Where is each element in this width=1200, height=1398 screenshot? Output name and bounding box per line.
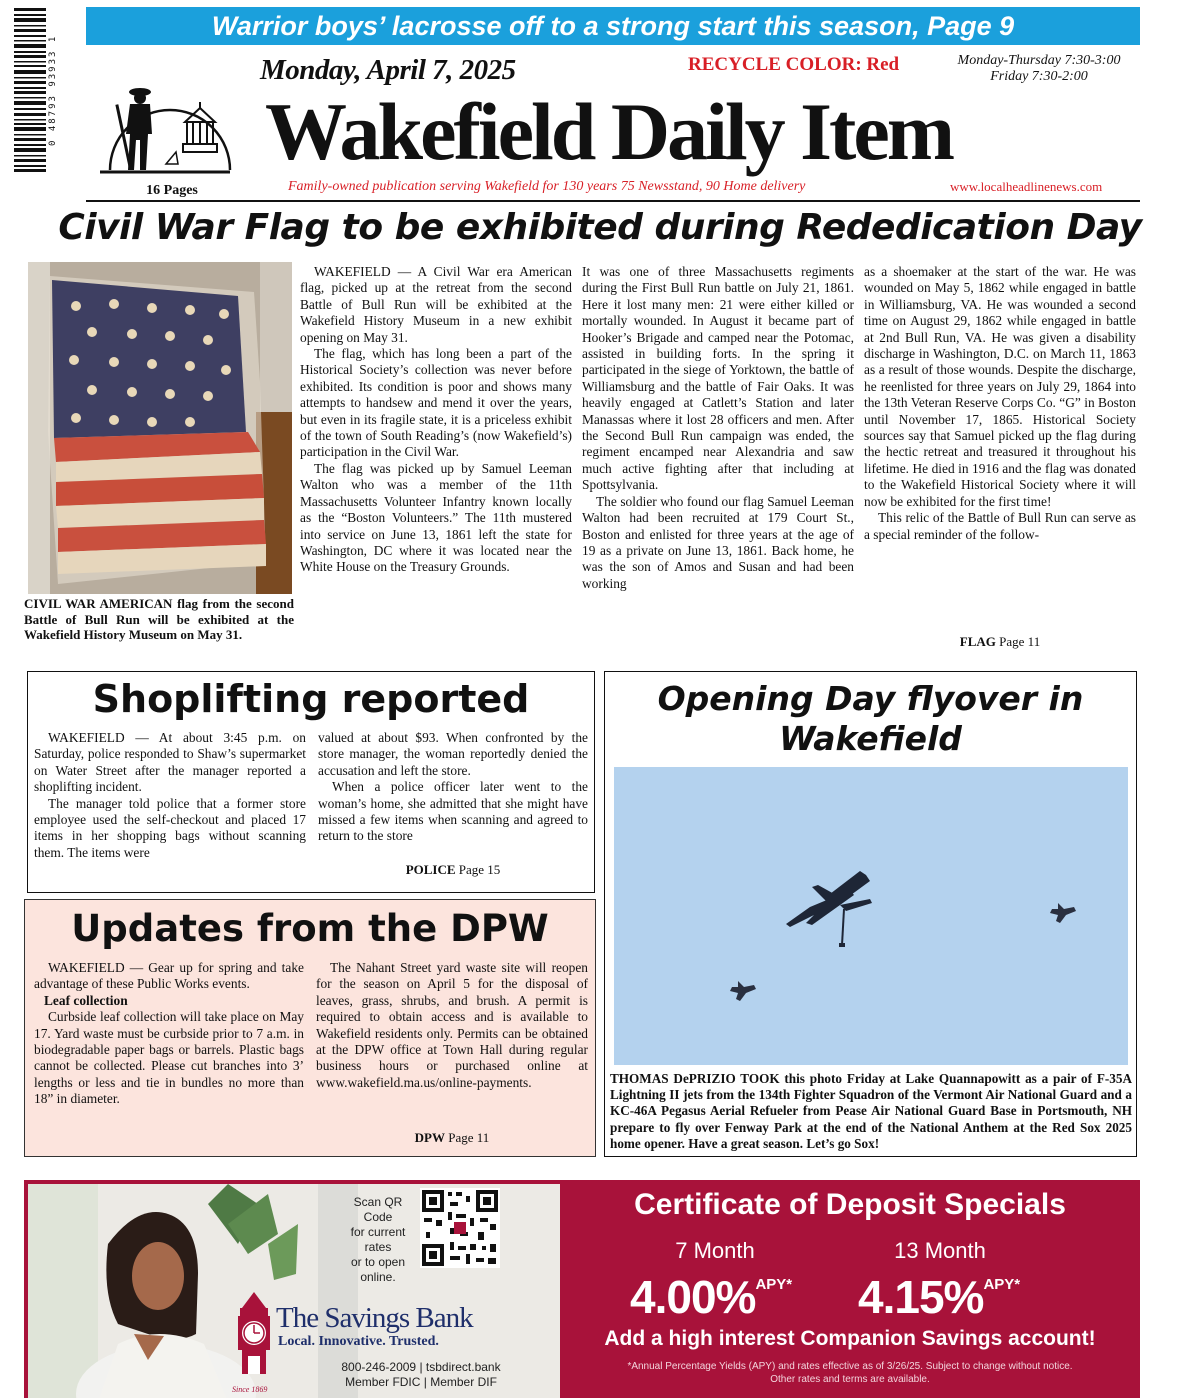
- police-jump-link[interactable]: [318, 862, 588, 878]
- flag-photo-caption: CIVIL WAR AMERICAN flag from the second Battle of Bull Run will be exhibited at the Wakefield History Museum on May 31.: [24, 596, 294, 642]
- ad-title: Certificate of Deposit Specials: [634, 1188, 1066, 1221]
- shoplifting-headline[interactable]: Shoplifting reported: [92, 677, 530, 721]
- qr-line: Scan QR Code: [353, 1195, 403, 1224]
- hours-weekday: Monday-Thursday 7:30-3:00: [957, 53, 1121, 68]
- website-link[interactable]: www.localheadlinenews.com: [950, 179, 1103, 194]
- clock-tower-icon: [232, 1290, 276, 1384]
- lead-column-2: [582, 264, 854, 662]
- bank-since: Since 1869: [232, 1385, 268, 1394]
- lead-paragraph: This relic of the Battle of Bull Run can serve as a special reminder of the follow-: [864, 510, 1136, 542]
- hours-friday: Friday 7:30-2:00: [990, 69, 1088, 84]
- jump-label: DPW: [414, 1130, 446, 1145]
- lead-paragraph: The soldier who found our flag Samuel Leeman Walton had been recruited at 179 Court St., Boston and enlisted for three years at the age of 19 as a private on June 13, 1861. Back home, he was the son of Amos and Susan and had been working: [582, 493, 854, 591]
- lead-paragraph: It was one of three Massachusetts regiments during the First Bull Run battle on July 21, 1861. Here it lost many men: 21 were either killed or mortally wounded. In August it became part of Hooker’s Brigade and camped near the Potomac, assisted in building forts. In the spring it participated in the siege of Yorktown, the battle of Williamsburg and the battle of Fair Oaks. It was heavily engaged at Catlett’s Station and later Manassas where it lost 28 officers and men. After the Second Bull Run campaign was ended, the regiment encamped near Alexandria and saw much active fighting after that including at Spottsylvania.: [582, 264, 854, 493]
- dpw-column-1: [34, 960, 304, 1156]
- jump-label: POLICE: [405, 862, 456, 877]
- disclaimer-line: Other rates and terms are available.: [770, 1374, 930, 1385]
- masthead-tagline: Family-owned publication serving Wakefield for 130 years 75 Newsstand, 90 Home delivery: [288, 179, 806, 194]
- qr-line: or to open online.: [350, 1255, 406, 1284]
- ad-companion-offer: Add a high interest Companion Savings account!: [604, 1327, 1096, 1350]
- shoplifting-paragraph: WAKEFIELD — At about 3:45 p.m. on Saturday, police responded to Shaw’s supermarket on Water Street after the manager reported a shoplifting incident.: [34, 730, 306, 795]
- lead-paragraph: as a shoemaker at the start of the war. He was wounded on May 5, 1862 while engaged in battle in Williamsburg, VA. He was wounded a second time on August 29, 1862 while engaged in battle at 2nd Bull Run, VA. He was given a disability discharge in Washington, D.C. on March 11, 1863 as a result of those wounds. Despite the discharge, he reenlisted for three years on July 29, 1864 into the 13th Veteran Reserve Corps Co. “G” in Boston until November 17, 1865. Historical Society sources say that Samuel picked up the flag during the hectic retreat and treasured it throughout his lifetime. He died in 1916 and the flag was donated to the Wakefield Historical Society where it will now be exhibited for the first time!: [864, 264, 1136, 509]
- contact-line: Member FDIC | Member DIF: [345, 1375, 497, 1389]
- flyover-jets-photo: [614, 767, 1128, 1065]
- ad-disclaimer: [560, 1360, 1140, 1386]
- shoplifting-paragraph: The manager told police that a former store employee used the self-checkout and placed 17 items in her shopping bags without scanning them. The items were: [34, 795, 306, 860]
- dpw-paragraph: WAKEFIELD — Gear up for spring and take advantage of these Public Works events.: [34, 960, 304, 992]
- bank-contact: [326, 1360, 516, 1390]
- rate-value: 4.15%: [858, 1271, 984, 1323]
- jump-page: Page 11: [999, 634, 1041, 649]
- shoplifting-column-2: [318, 730, 588, 856]
- cd-term-7-month: 7 Month: [675, 1238, 755, 1263]
- dpw-subhead: Leaf collection: [44, 992, 128, 1008]
- ad-qr-text: [338, 1195, 418, 1285]
- bank-tagline: Local. Innovative. Trusted.: [278, 1334, 439, 1349]
- dpw-column-2: [316, 960, 588, 1120]
- shoplifting-paragraph: When a police officer later went to the woman’s home, she admitted that she might have missed a few items when scanning and agreed to return to the store: [318, 779, 588, 844]
- jump-label: FLAG: [959, 634, 996, 649]
- dpw-jump-link[interactable]: [316, 1130, 588, 1146]
- issue-date: Monday, April 7, 2025: [260, 54, 516, 86]
- qr-line: for current rates: [350, 1225, 406, 1254]
- flag-jump-link[interactable]: [864, 634, 1136, 650]
- rate-value: 4.00%: [630, 1271, 756, 1323]
- masthead-title[interactable]: Wakefield Daily Item: [265, 86, 953, 177]
- barcode-icon: [12, 6, 48, 174]
- jump-page: Page 11: [448, 1130, 490, 1145]
- bank-name[interactable]: The Savings Bank: [276, 1302, 473, 1334]
- lead-paragraph: The flag was picked up by Samuel Leeman Walton who was a member of the 11th Massachusetts Volunteer Infantry known locally as the “Boston Volunteers.” The 11th mustered into service on June 13, 1861 left the state for Washington, DC where it was located near the White House on the Treasury Grounds.: [300, 460, 572, 575]
- jump-page: Page 15: [458, 862, 501, 877]
- lead-paragraph: WAKEFIELD — A Civil War era American flag, picked up at the retreat from the second Battle of Bull Run will be exhibited at the Wakefield History Museum in a new exhibit opening on May 31.: [300, 264, 572, 345]
- flyover-photo-caption: THOMAS DePRIZIO TOOK this photo Friday at Lake Quannapowitt as a pair of F-35A Lightning II jets from the 134th Fighter Squadron of the Vermont Air National Guard and a KC-46A Pegasus Aerial Refueler from Pease Air National Guard Base in Portsmouth, NH prepare to fly over Fenway Park at the end of the National Anthem at the Red Sox 2025 home opener. Have a great season. Let’s go Sox!: [610, 1071, 1132, 1151]
- cd-term-13-month: 13 Month: [894, 1238, 986, 1263]
- masthead-divider: [86, 200, 1140, 202]
- lead-paragraph: The flag, which has long been a part of the Historical Society’s collection was never before exhibited. Its condition is poor and shows many attempts to handsew and mend it over the years, but even in its fragile state, it is a priceless exhibit of the town of South Reading’s (now Wakefield’s) participation in the Civil War.: [300, 346, 572, 460]
- shoplifting-column-1: [34, 730, 306, 876]
- top-teaser-banner[interactable]: Warrior boys’ lacrosse off to a strong start this season, Page 9: [86, 7, 1140, 45]
- shoplifting-paragraph: valued at about $93. When confronted by the store manager, the woman reportedly denied the accusation and left the store.: [318, 730, 588, 778]
- dpw-headline[interactable]: Updates from the DPW: [71, 907, 549, 950]
- dpw-paragraph: The Nahant Street yard waste site will reopen for the season on April 5 for the disposal of leaves, grass, shrubs, and brush. A permit is required to obtain access and is available to Wakefield residents only. Permits can be obtained at the DPW office at Town Hall during regular business hours or purchased online at www.wakefield.ma.us/online-payments.: [316, 960, 588, 1090]
- page-count: 16 Pages: [146, 183, 198, 198]
- cd-rate-13-month: [858, 1270, 1020, 1324]
- flyover-headline[interactable]: Opening Day flyover in Wakefield: [657, 679, 1084, 758]
- minuteman-logo-icon: [90, 60, 240, 185]
- lead-column-1: [300, 264, 572, 662]
- disclaimer-line: *Annual Percentage Yields (APY) and rates effective as of 3/26/25. Subject to change without notice.: [627, 1361, 1073, 1372]
- recycle-color: RECYCLE COLOR: Red: [688, 54, 900, 75]
- dpw-paragraph: Curbside leaf collection will take place on May 17. Yard waste must be curbside prior to 7 a.m. in biodegradable paper bags or barrels. Plastic bags cannot be collected. Please cut branches into 3’ lengths or less and tie in bundles no more than 18” in diameter.: [34, 1009, 304, 1107]
- contact-line: 800-246-2009 | tsbdirect.bank: [341, 1360, 501, 1374]
- civil-war-flag-photo: [28, 262, 292, 594]
- office-hours: [944, 53, 1134, 85]
- apy-label: APY*: [755, 1276, 793, 1293]
- lead-headline[interactable]: Civil War Flag to be exhibited during Rededication Day: [58, 207, 1142, 248]
- lead-column-3: [864, 264, 1136, 626]
- qr-code-icon[interactable]: [420, 1188, 500, 1268]
- barcode-digits: 0 48793 93933 1: [48, 34, 58, 146]
- apy-label: APY*: [983, 1276, 1021, 1293]
- cd-rate-7-month: [630, 1270, 792, 1324]
